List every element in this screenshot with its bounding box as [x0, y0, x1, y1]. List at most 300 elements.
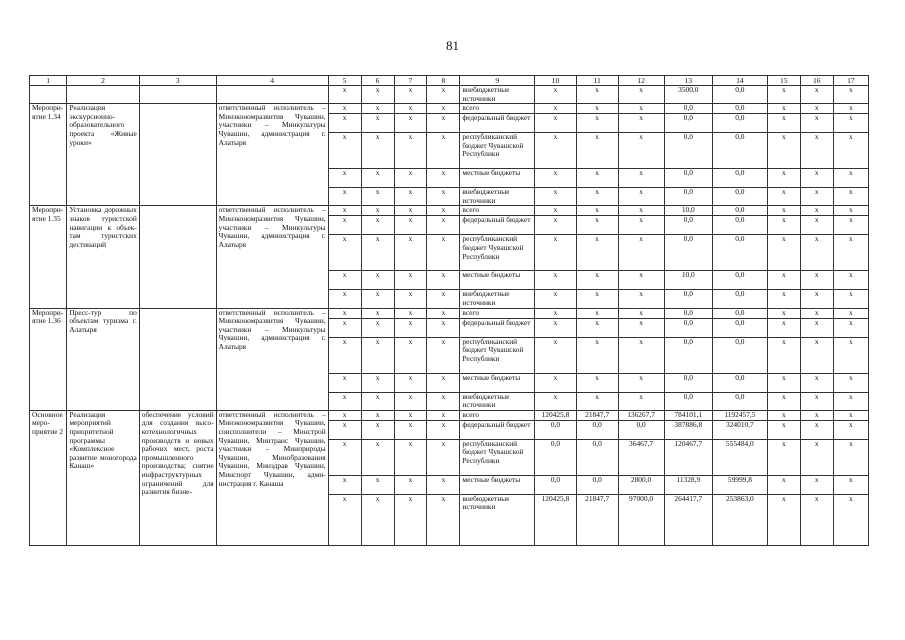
header-cell: 10: [535, 76, 577, 86]
measure-executor: ответственный исполнитель – Минэкономразвития Чувашии, соисполнители – Минстрой Чувашии, Минтранс Чувашии, участники – Минприроды Чувашии, Минобразования Чувашии, Минздрав Чувашии, Минспорт Чувашии, администрация г. Канаша: [216, 410, 328, 545]
mark-cell: x: [800, 308, 833, 318]
mark-cell: x: [767, 188, 800, 206]
mark-cell: x: [833, 114, 868, 133]
mark-cell: x: [394, 188, 427, 206]
value-cell: x: [618, 169, 664, 188]
value-cell: 0,0: [664, 373, 712, 392]
mark-cell: x: [328, 169, 361, 188]
mark-cell: x: [427, 216, 460, 235]
mark-cell: x: [833, 271, 868, 290]
mark-cell: x: [833, 188, 868, 206]
value-cell: x: [618, 133, 664, 169]
mark-cell: x: [833, 410, 868, 420]
value-cell: x: [535, 271, 577, 290]
mark-cell: x: [328, 410, 361, 420]
empty-cell: [30, 86, 67, 104]
value-cell: x: [576, 373, 618, 392]
value-cell: 0,0: [664, 392, 712, 410]
value-cell: 387886,8: [664, 420, 712, 439]
mark-cell: x: [800, 439, 833, 475]
mark-cell: x: [800, 318, 833, 337]
mark-cell: x: [767, 318, 800, 337]
measure-code: Основное мероприятие 2: [30, 410, 67, 545]
value-cell: 10,0: [664, 206, 712, 216]
mark-cell: x: [800, 373, 833, 392]
mark-cell: x: [833, 308, 868, 318]
value-cell: x: [618, 373, 664, 392]
value-cell: 0,0: [618, 420, 664, 439]
mark-cell: x: [427, 271, 460, 290]
mark-cell: x: [800, 133, 833, 169]
mark-cell: x: [767, 373, 800, 392]
mark-cell: x: [328, 318, 361, 337]
value-cell: x: [576, 169, 618, 188]
mark-cell: x: [427, 420, 460, 439]
mark-cell: x: [361, 439, 394, 475]
mark-cell: x: [767, 271, 800, 290]
mark-cell: x: [361, 420, 394, 439]
header-row: [30, 76, 869, 86]
mark-cell: x: [800, 410, 833, 420]
mark-cell: x: [394, 216, 427, 235]
value-cell: x: [535, 318, 577, 337]
mark-cell: x: [394, 494, 427, 545]
mark-cell: x: [361, 494, 394, 545]
mark-cell: x: [427, 318, 460, 337]
value-cell: 0,0: [664, 318, 712, 337]
mark-cell: x: [800, 188, 833, 206]
mark-cell: x: [427, 86, 460, 104]
mark-cell: x: [833, 337, 868, 373]
mark-cell: x: [361, 169, 394, 188]
mark-cell: x: [361, 114, 394, 133]
header-cell: 3: [139, 76, 216, 86]
mark-cell: x: [800, 494, 833, 545]
measure-executor: ответственный исполнитель – Минэкономразвития Чувашии, участники – Минкультуры Чувашии, администрация г. Алатыря: [216, 104, 328, 206]
header-cell: 1: [30, 76, 67, 86]
value-cell: 324010,7: [712, 420, 767, 439]
value-cell: 2800,0: [618, 475, 664, 494]
mark-cell: x: [361, 206, 394, 216]
funding-source-cell: внебюджетные источники: [460, 188, 535, 206]
value-cell: 0,0: [712, 308, 767, 318]
mark-cell: x: [328, 114, 361, 133]
value-cell: x: [576, 206, 618, 216]
mark-cell: x: [767, 169, 800, 188]
value-cell: 120425,8: [535, 494, 577, 545]
value-cell: 0,0: [664, 188, 712, 206]
value-cell: x: [535, 104, 577, 114]
mark-cell: x: [833, 169, 868, 188]
value-cell: 0,0: [664, 133, 712, 169]
mark-cell: x: [361, 86, 394, 104]
value-cell: x: [535, 290, 577, 308]
value-cell: x: [535, 133, 577, 169]
mark-cell: x: [427, 206, 460, 216]
mark-cell: x: [767, 114, 800, 133]
value-cell: 120425,8: [535, 410, 577, 420]
mark-cell: x: [361, 392, 394, 410]
value-cell: x: [576, 392, 618, 410]
funding-source-cell: местные бюджеты: [460, 475, 535, 494]
mark-cell: x: [361, 337, 394, 373]
value-cell: x: [618, 104, 664, 114]
empty-cell: [139, 86, 216, 104]
mark-cell: x: [800, 392, 833, 410]
mark-cell: x: [394, 392, 427, 410]
header-cell: 7: [394, 76, 427, 86]
value-cell: 1192457,5: [712, 410, 767, 420]
mark-cell: x: [767, 290, 800, 308]
value-cell: x: [618, 271, 664, 290]
table-row: [30, 308, 869, 318]
empty-cell: [216, 86, 328, 104]
mark-cell: x: [833, 373, 868, 392]
mark-cell: x: [427, 133, 460, 169]
value-cell: 120467,7: [664, 439, 712, 475]
measure-executor: ответственный исполнитель – Минэкономразвития Чувашии, участники – Минкультуры Чувашии, администрация г. Алатыря: [216, 308, 328, 410]
mark-cell: x: [328, 86, 361, 104]
mark-cell: x: [394, 439, 427, 475]
mark-cell: x: [394, 410, 427, 420]
value-cell: x: [576, 114, 618, 133]
measure-name: Реализация экскурсионно-образовательного проекта «Живые уроки»: [67, 104, 139, 206]
empty-cell: [67, 86, 139, 104]
mark-cell: x: [833, 86, 868, 104]
value-cell: x: [535, 188, 577, 206]
mark-cell: x: [427, 114, 460, 133]
mark-cell: x: [361, 373, 394, 392]
mark-cell: x: [361, 318, 394, 337]
header-cell: 16: [800, 76, 833, 86]
value-cell: x: [576, 216, 618, 235]
value-cell: 0,0: [712, 318, 767, 337]
mark-cell: x: [394, 133, 427, 169]
table-row: [30, 206, 869, 216]
table-row: [30, 104, 869, 114]
value-cell: 0,0: [664, 104, 712, 114]
mark-cell: x: [833, 475, 868, 494]
value-cell: x: [618, 188, 664, 206]
mark-cell: x: [427, 475, 460, 494]
value-cell: 0,0: [712, 337, 767, 373]
value-cell: x: [535, 392, 577, 410]
empty-cell: [139, 206, 216, 308]
mark-cell: x: [394, 271, 427, 290]
mark-cell: x: [800, 235, 833, 271]
mark-cell: x: [800, 169, 833, 188]
header-cell: 6: [361, 76, 394, 86]
value-cell: 136267,7: [618, 410, 664, 420]
value-cell: 0,0: [664, 235, 712, 271]
mark-cell: x: [767, 475, 800, 494]
funding-source-cell: местные бюджеты: [460, 373, 535, 392]
mark-cell: x: [767, 216, 800, 235]
header-cell: 2: [67, 76, 139, 86]
mark-cell: x: [767, 206, 800, 216]
mark-cell: x: [618, 86, 664, 104]
mark-cell: x: [361, 271, 394, 290]
mark-cell: x: [767, 308, 800, 318]
value-cell: 0,0: [712, 114, 767, 133]
funding-source-cell: всего: [460, 206, 535, 216]
value-cell: 0,0: [576, 420, 618, 439]
funding-source-cell: федеральный бюджет: [460, 318, 535, 337]
funding-source-cell: федеральный бюджет: [460, 114, 535, 133]
funding-source-cell: всего: [460, 104, 535, 114]
header-cell: 11: [576, 76, 618, 86]
value-cell: x: [576, 235, 618, 271]
mark-cell: x: [833, 392, 868, 410]
mark-cell: x: [833, 104, 868, 114]
page-number: 81: [446, 38, 459, 53]
value-cell: 0,0: [535, 475, 577, 494]
mark-cell: x: [361, 235, 394, 271]
value-cell: x: [576, 104, 618, 114]
value-cell: x: [618, 392, 664, 410]
mark-cell: x: [328, 337, 361, 373]
mark-cell: x: [535, 86, 577, 104]
value-cell: x: [576, 318, 618, 337]
funding-source-cell: республиканский бюджет Чувашской Республики: [460, 337, 535, 373]
mark-cell: x: [361, 133, 394, 169]
mark-cell: x: [833, 216, 868, 235]
mark-cell: x: [394, 318, 427, 337]
value-cell: 0,0: [712, 392, 767, 410]
measure-goal: обеспечение условий для создания высокотехнологичных производств и новых рабочих мест, роста промышленного производства; снятие инфраструктурных ограничений для развития бизне-: [139, 410, 216, 545]
value-cell: x: [618, 337, 664, 373]
mark-cell: x: [833, 439, 868, 475]
value-cell: x: [618, 216, 664, 235]
mark-cell: x: [328, 104, 361, 114]
value-cell: x: [576, 290, 618, 308]
header-cell: 5: [328, 76, 361, 86]
mark-cell: x: [833, 420, 868, 439]
funding-source-cell: республиканский бюджет Чувашской Республики: [460, 235, 535, 271]
mark-cell: x: [427, 188, 460, 206]
measure-code: Мероприятие 1.36: [30, 308, 67, 410]
value-cell: 21847,7: [576, 494, 618, 545]
mark-cell: x: [394, 206, 427, 216]
value-cell: 0,0: [664, 290, 712, 308]
header-cell: 12: [618, 76, 664, 86]
mark-cell: x: [361, 216, 394, 235]
value-cell: 97000,0: [618, 494, 664, 545]
measure-name: Реализация мероприятий приоритетной программы «Комплексное развитие моногорода Канаш»: [67, 410, 139, 545]
value-cell: x: [618, 114, 664, 133]
value-cell: 0,0: [712, 86, 767, 104]
measure-name: Пресс-тур по объектам туризма г. Алатыря: [67, 308, 139, 410]
value-cell: x: [535, 235, 577, 271]
header-cell: 17: [833, 76, 868, 86]
mark-cell: x: [394, 420, 427, 439]
mark-cell: x: [328, 439, 361, 475]
value-cell: 784101,1: [664, 410, 712, 420]
mark-cell: x: [361, 475, 394, 494]
empty-cell: [139, 104, 216, 206]
funding-source-cell: республиканский бюджет Чувашской Республики: [460, 439, 535, 475]
value-cell: 36467,7: [618, 439, 664, 475]
mark-cell: x: [800, 337, 833, 373]
mark-cell: x: [394, 308, 427, 318]
measure-executor: ответственный исполнитель – Минэкономразвития Чувашии, участники – Минкультуры Чувашии, администрация г. Алатыря: [216, 206, 328, 308]
value-cell: x: [576, 188, 618, 206]
funding-source-cell: местные бюджеты: [460, 271, 535, 290]
table-row: [30, 86, 869, 104]
mark-cell: x: [767, 235, 800, 271]
value-cell: 0,0: [664, 114, 712, 133]
mark-cell: x: [328, 290, 361, 308]
mark-cell: x: [800, 206, 833, 216]
mark-cell: x: [427, 290, 460, 308]
mark-cell: x: [833, 206, 868, 216]
value-cell: x: [618, 235, 664, 271]
mark-cell: x: [328, 475, 361, 494]
mark-cell: x: [800, 290, 833, 308]
mark-cell: x: [328, 235, 361, 271]
mark-cell: x: [328, 494, 361, 545]
mark-cell: x: [427, 235, 460, 271]
value-cell: 555484,0: [712, 439, 767, 475]
value-cell: x: [535, 206, 577, 216]
mark-cell: x: [361, 290, 394, 308]
mark-cell: x: [833, 235, 868, 271]
value-cell: 0,0: [664, 169, 712, 188]
mark-cell: x: [328, 373, 361, 392]
value-cell: 3500,0: [664, 86, 712, 104]
value-cell: x: [535, 373, 577, 392]
table-row: [30, 410, 869, 420]
mark-cell: x: [833, 133, 868, 169]
mark-cell: x: [427, 104, 460, 114]
value-cell: 0,0: [712, 271, 767, 290]
mark-cell: x: [767, 494, 800, 545]
mark-cell: x: [800, 86, 833, 104]
mark-cell: x: [427, 373, 460, 392]
mark-cell: x: [833, 318, 868, 337]
mark-cell: x: [394, 373, 427, 392]
mark-cell: x: [394, 290, 427, 308]
mark-cell: x: [394, 104, 427, 114]
funding-source-cell: внебюджетные источники: [460, 494, 535, 545]
value-cell: 253863,0: [712, 494, 767, 545]
value-cell: x: [618, 290, 664, 308]
value-cell: 0,0: [535, 420, 577, 439]
value-cell: 59999,8: [712, 475, 767, 494]
value-cell: 264417,7: [664, 494, 712, 545]
mark-cell: x: [767, 337, 800, 373]
mark-cell: x: [427, 410, 460, 420]
mark-cell: x: [767, 86, 800, 104]
measure-code: Мероприятие 1.35: [30, 206, 67, 308]
value-cell: x: [618, 308, 664, 318]
value-cell: 21847,7: [576, 410, 618, 420]
mark-cell: x: [394, 86, 427, 104]
value-cell: 0,0: [712, 169, 767, 188]
value-cell: 0,0: [535, 439, 577, 475]
value-cell: 0,0: [712, 216, 767, 235]
mark-cell: x: [767, 410, 800, 420]
mark-cell: x: [427, 494, 460, 545]
mark-cell: x: [328, 271, 361, 290]
value-cell: x: [535, 114, 577, 133]
mark-cell: x: [767, 439, 800, 475]
value-cell: 0,0: [664, 337, 712, 373]
mark-cell: x: [427, 337, 460, 373]
mark-cell: x: [328, 133, 361, 169]
value-cell: x: [618, 318, 664, 337]
funding-source-cell: местные бюджеты: [460, 169, 535, 188]
value-cell: 0,0: [664, 308, 712, 318]
mark-cell: x: [833, 494, 868, 545]
mark-cell: x: [800, 114, 833, 133]
funding-source-cell: внебюджетные источники: [460, 392, 535, 410]
measure-name: Установка дорожных знаков туристской навигации к объектам туристских дестинаций: [67, 206, 139, 308]
value-cell: 10,0: [664, 271, 712, 290]
value-cell: x: [576, 271, 618, 290]
value-cell: x: [618, 206, 664, 216]
value-cell: 0,0: [712, 290, 767, 308]
value-cell: 0,0: [712, 104, 767, 114]
header-cell: 13: [664, 76, 712, 86]
mark-cell: x: [394, 169, 427, 188]
mark-cell: x: [800, 216, 833, 235]
value-cell: 11328,9: [664, 475, 712, 494]
mark-cell: x: [800, 475, 833, 494]
value-cell: x: [535, 216, 577, 235]
mark-cell: x: [767, 392, 800, 410]
funding-source-cell: внебюджетные источники: [460, 290, 535, 308]
mark-cell: x: [767, 133, 800, 169]
value-cell: 0,0: [576, 439, 618, 475]
value-cell: x: [576, 337, 618, 373]
mark-cell: x: [361, 308, 394, 318]
mark-cell: x: [328, 308, 361, 318]
value-cell: 0,0: [664, 216, 712, 235]
mark-cell: x: [833, 290, 868, 308]
mark-cell: x: [800, 104, 833, 114]
funding-source-cell: федеральный бюджет: [460, 420, 535, 439]
mark-cell: x: [361, 410, 394, 420]
header-cell: 4: [216, 76, 328, 86]
mark-cell: x: [328, 420, 361, 439]
mark-cell: x: [800, 271, 833, 290]
mark-cell: x: [767, 420, 800, 439]
mark-cell: x: [767, 104, 800, 114]
header-cell: 9: [460, 76, 535, 86]
value-cell: x: [535, 337, 577, 373]
measure-code: Мероприятие 1.34: [30, 104, 67, 206]
mark-cell: x: [427, 439, 460, 475]
value-cell: 0,0: [712, 235, 767, 271]
funding-source-cell: внебюджетные источники: [460, 86, 535, 104]
value-cell: 0,0: [576, 475, 618, 494]
funding-source-cell: федеральный бюджет: [460, 216, 535, 235]
funding-source-cell: всего: [460, 308, 535, 318]
value-cell: 0,0: [712, 206, 767, 216]
value-cell: x: [535, 308, 577, 318]
mark-cell: x: [328, 206, 361, 216]
value-cell: 0,0: [712, 188, 767, 206]
value-cell: x: [576, 133, 618, 169]
header-cell: 8: [427, 76, 460, 86]
mark-cell: x: [576, 86, 618, 104]
header-cell: 14: [712, 76, 767, 86]
funding-source-cell: республиканский бюджет Чувашской Республики: [460, 133, 535, 169]
header-cell: 15: [767, 76, 800, 86]
mark-cell: x: [427, 392, 460, 410]
mark-cell: x: [427, 308, 460, 318]
